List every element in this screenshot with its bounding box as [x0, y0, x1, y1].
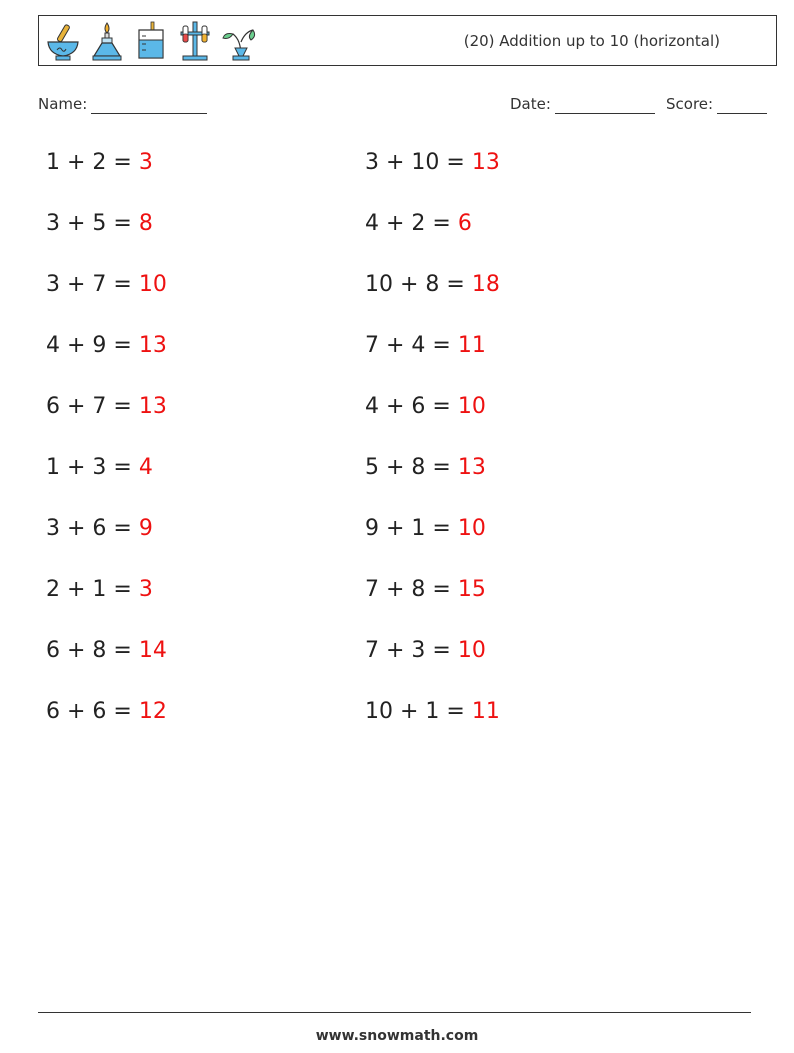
- problem-answer: 10: [457, 516, 486, 541]
- problem-question: 7 + 4 =: [365, 333, 451, 358]
- problem-answer: 9: [138, 516, 153, 541]
- beaker-icon: [133, 20, 169, 62]
- problem-answer: 10: [457, 394, 486, 419]
- problem-item: [365, 210, 472, 238]
- problem-answer: 14: [138, 638, 167, 663]
- problem-question: 3 + 5 =: [46, 211, 132, 236]
- problem-item: [46, 332, 167, 360]
- date-field: [510, 94, 655, 114]
- problem-item: [365, 332, 486, 360]
- problem-item: [365, 454, 486, 482]
- problem-item: [365, 576, 486, 604]
- problem-answer: 10: [457, 638, 486, 663]
- problem-item: [365, 149, 500, 177]
- icon-strip: [45, 20, 257, 62]
- problem-answer: 4: [138, 455, 153, 480]
- problem-item: [46, 393, 167, 421]
- problem-question: 6 + 6 =: [46, 699, 132, 724]
- problem-answer: 10: [138, 272, 167, 297]
- score-blank[interactable]: [717, 97, 767, 114]
- problem-question: 10 + 8 =: [365, 272, 465, 297]
- problem-item: [46, 637, 167, 665]
- date-blank[interactable]: [555, 97, 655, 114]
- problem-item: [46, 515, 153, 543]
- problem-question: 1 + 3 =: [46, 455, 132, 480]
- test-tube-rack-icon: [177, 20, 213, 62]
- worksheet-title: (20) Addition up to 10 (horizontal): [463, 32, 720, 50]
- problem-question: 7 + 8 =: [365, 577, 451, 602]
- score-label: Score:: [666, 95, 714, 113]
- problem-answer: 13: [471, 150, 500, 175]
- problem-item: [365, 393, 486, 421]
- problem-question: 4 + 9 =: [46, 333, 132, 358]
- mortar-pestle-icon: [45, 20, 81, 62]
- problem-item: [365, 515, 486, 543]
- name-label: Name:: [38, 95, 88, 113]
- score-field: [666, 94, 767, 114]
- problem-item: [46, 576, 153, 604]
- worksheet-header: [38, 15, 777, 66]
- problem-question: 4 + 6 =: [365, 394, 451, 419]
- problem-question: 10 + 1 =: [365, 699, 465, 724]
- problem-answer: 13: [138, 394, 167, 419]
- problem-item: [46, 454, 153, 482]
- problem-item: [365, 698, 500, 726]
- footer-site: www.snowmath.com: [315, 1028, 479, 1044]
- problem-answer: 3: [138, 150, 153, 175]
- problem-question: 5 + 8 =: [365, 455, 451, 480]
- problem-item: [46, 698, 167, 726]
- problem-answer: 15: [457, 577, 486, 602]
- name-field: [38, 94, 207, 114]
- problem-answer: 18: [471, 272, 500, 297]
- problem-question: 7 + 3 =: [365, 638, 451, 663]
- problem-answer: 3: [138, 577, 153, 602]
- problem-item: [46, 210, 153, 238]
- problem-answer: 12: [138, 699, 167, 724]
- funnel-plant-icon: [221, 20, 257, 62]
- problem-item: [365, 271, 500, 299]
- problem-answer: 11: [471, 699, 500, 724]
- problem-answer: 13: [138, 333, 167, 358]
- problem-question: 6 + 8 =: [46, 638, 132, 663]
- problem-question: 1 + 2 =: [46, 150, 132, 175]
- problem-question: 3 + 7 =: [46, 272, 132, 297]
- problem-answer: 8: [138, 211, 153, 236]
- footer-divider: [38, 1012, 751, 1013]
- problem-answer: 13: [457, 455, 486, 480]
- problem-question: 6 + 7 =: [46, 394, 132, 419]
- name-blank[interactable]: [91, 97, 207, 114]
- problem-item: [46, 149, 153, 177]
- problem-answer: 6: [457, 211, 472, 236]
- problem-question: 3 + 10 =: [365, 150, 465, 175]
- date-label: Date:: [510, 95, 551, 113]
- problem-question: 4 + 2 =: [365, 211, 451, 236]
- alcohol-lamp-icon: [89, 20, 125, 62]
- problem-question: 3 + 6 =: [46, 516, 132, 541]
- problem-answer: 11: [457, 333, 486, 358]
- problem-item: [46, 271, 167, 299]
- problem-item: [365, 637, 486, 665]
- problem-question: 2 + 1 =: [46, 577, 132, 602]
- problem-question: 9 + 1 =: [365, 516, 451, 541]
